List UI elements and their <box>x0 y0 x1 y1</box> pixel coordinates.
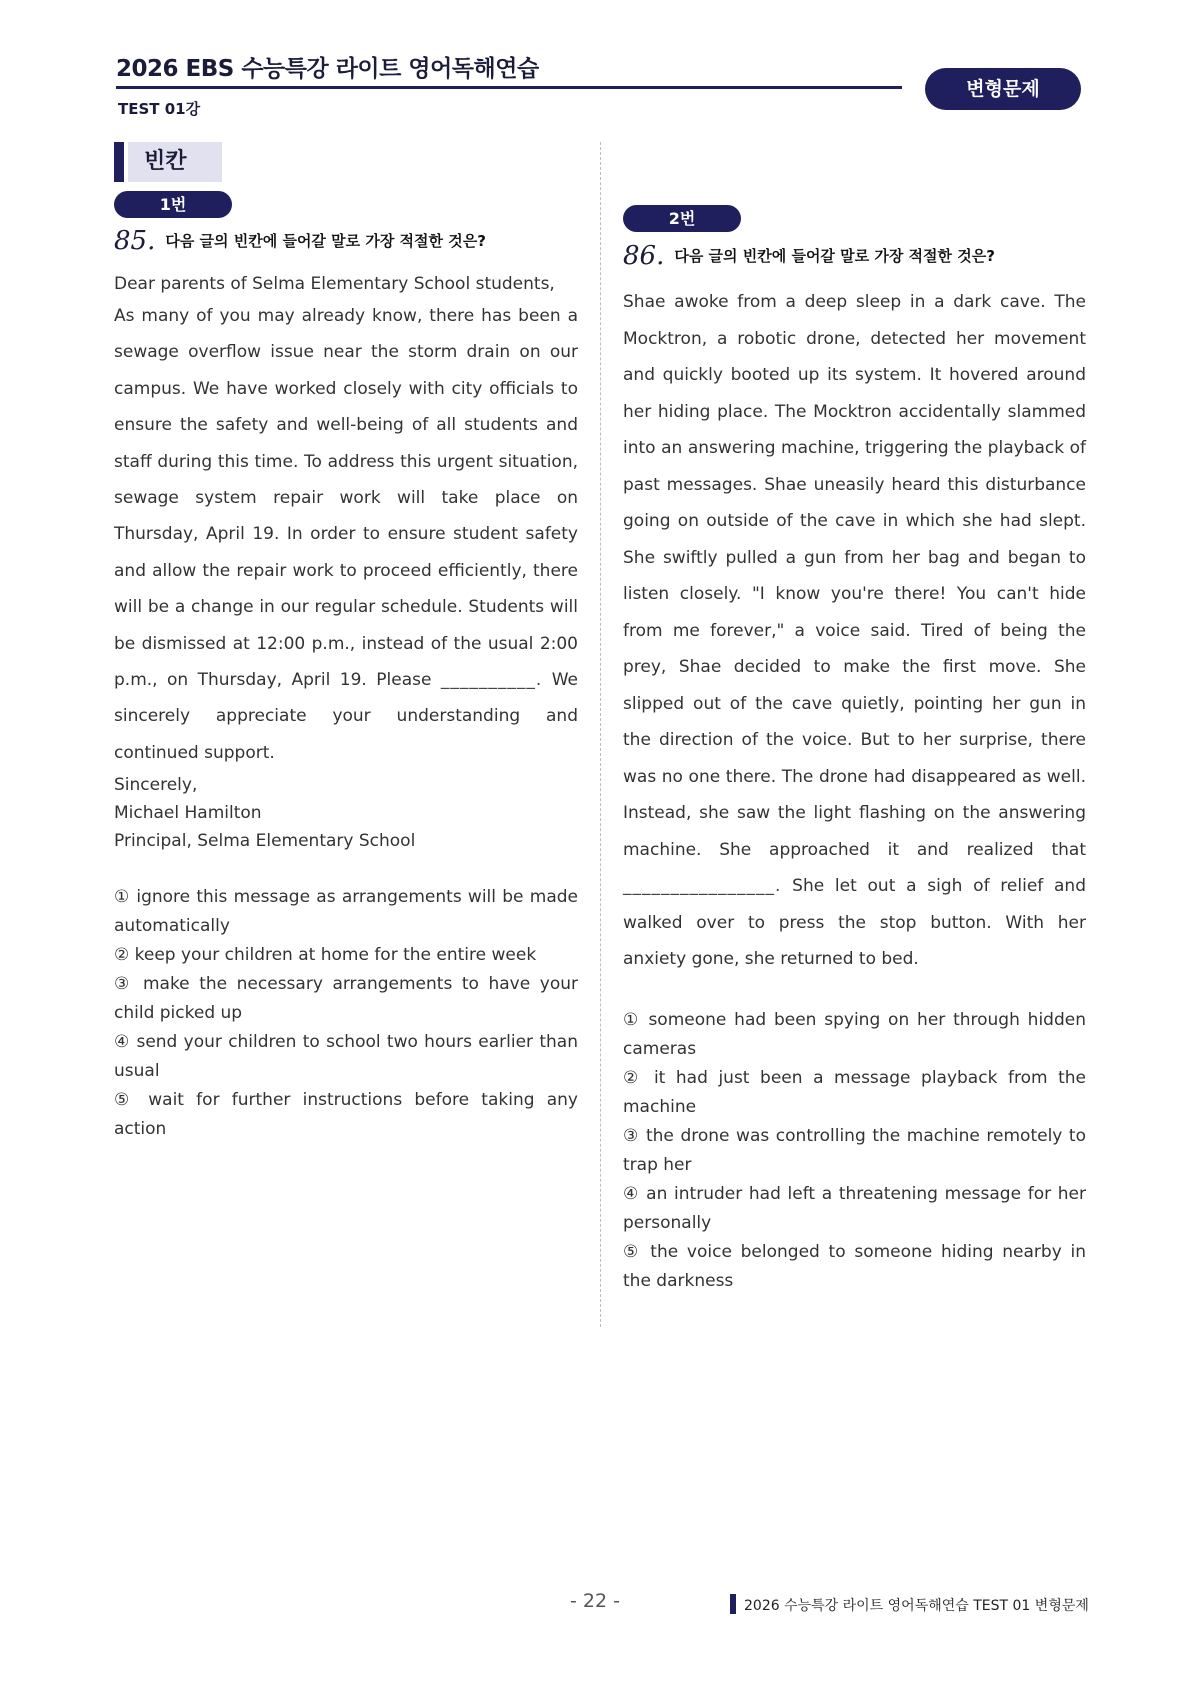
q2-heading <box>623 241 995 271</box>
q1-signer-title: Principal, Selma Elementary School <box>114 831 416 852</box>
q2-body <box>623 284 1086 978</box>
page-number: - 22 - <box>570 1590 620 1612</box>
q2-prompt: 다음 글의 빈칸에 들어갈 말로 가장 적절한 것은? <box>674 247 995 265</box>
q2-option-4[interactable]: ④ an intruder had left a threatening message for her personally <box>623 1183 1086 1233</box>
q2-option-3[interactable]: ③ the drone was controlling the machine remotely to trap her <box>623 1125 1086 1175</box>
q1-body <box>114 298 578 771</box>
footer-label <box>730 1594 1089 1615</box>
q1-blank: __________. <box>440 670 543 691</box>
header-subtitle: TEST 01강 <box>118 100 201 118</box>
q2-option-2[interactable]: ② it had just been a message playback from the machine <box>623 1067 1086 1117</box>
q2-number: 86. <box>623 241 665 271</box>
q1-option-1[interactable]: ① ignore this message as arrangements will be made automatically <box>114 887 578 937</box>
q2-tag: 2번 <box>623 205 741 232</box>
q1-option-4[interactable]: ④ send your children to school two hours earlier than usual <box>114 1032 578 1082</box>
q2-passage <box>623 284 1086 1296</box>
header-divider <box>116 86 902 89</box>
header-title: 2026 EBS 수능특강 라이트 영어독해연습 <box>116 56 539 82</box>
section-heading-label: 빈칸 <box>128 142 222 182</box>
q1-body-before: As many of you may already know, there has been a sewage overflow issue near the storm drain on our campus. We have worked closely with city officials to ensure the safety and well-being of all students and staff during this time. To address this urgent situation, sewage system repair work will take place on Thursday, April 19. In order to ensure student safety and allow the repair work to proceed efficiently, there will be a change in our regular schedule. Students will be dismissed at 12:00 p.m., instead of the usual 2:00 p.m., on Thursday, April 19. Please <box>114 306 578 691</box>
header-badge: 변형문제 <box>925 68 1081 110</box>
q1-heading <box>114 226 486 256</box>
q1-options <box>114 883 578 1144</box>
q2-body-after: She let out a sigh of relief and walked over to press the stop button. With her anxiety gone, she returned to bed. <box>623 876 1086 969</box>
q2-blank: ________________. <box>623 876 782 896</box>
q1-signer: Michael Hamilton <box>114 803 262 824</box>
q1-greeting: Dear parents of Selma Elementary School students, <box>114 274 555 294</box>
q1-option-2[interactable]: ② keep your children at home for the entire week <box>114 945 537 966</box>
q1-tag: 1번 <box>114 191 232 218</box>
footer-text: 2026 수능특강 라이트 영어독해연습 TEST 01 변형문제 <box>744 1598 1089 1614</box>
column-divider <box>600 142 601 1327</box>
q1-passage <box>114 270 578 1144</box>
q2-option-5[interactable]: ⑤ the voice belonged to someone hiding nearby in the darkness <box>623 1241 1086 1291</box>
q2-body-before: Shae awoke from a deep sleep in a dark cave. The Mocktron, a robotic drone, detected her movement and quickly booted up its system. It hovered around her hiding place. The Mocktron accidentally slammed into an answering machine, triggering the playback of past messages. Shae uneasily heard this disturbance going on outside of the cave in which she had slept. She swiftly pulled a gun from her bag and began to listen closely. "I know you're there! You can't hide from me forever," a voice said. Tired of being the prey, Shae decided to make the first move. She slipped out of the cave quietly, pointing her gun in the direction of the voice. But to her surprise, there was no one there. The drone had disappeared as well. Instead, she saw the light flashing on the answering machine. She approached it and realized that <box>623 292 1086 860</box>
q2-option-1[interactable]: ① someone had been spying on her through hidden cameras <box>623 1009 1086 1059</box>
q1-option-3[interactable]: ③ make the necessary arrangements to have your child picked up <box>114 974 578 1024</box>
q1-number: 85. <box>114 226 156 256</box>
q1-closing: Sincerely, <box>114 775 198 796</box>
q1-option-5[interactable]: ⑤ wait for further instructions before taking any action <box>114 1090 578 1140</box>
q1-prompt: 다음 글의 빈칸에 들어갈 말로 가장 적절한 것은? <box>165 232 486 250</box>
section-heading-bar <box>114 142 124 182</box>
q1-body-after: We sincerely appreciate your understanding and continued support. <box>114 670 578 763</box>
footer-bar <box>730 1594 736 1614</box>
section-heading <box>114 142 222 182</box>
q2-options <box>623 1006 1086 1296</box>
